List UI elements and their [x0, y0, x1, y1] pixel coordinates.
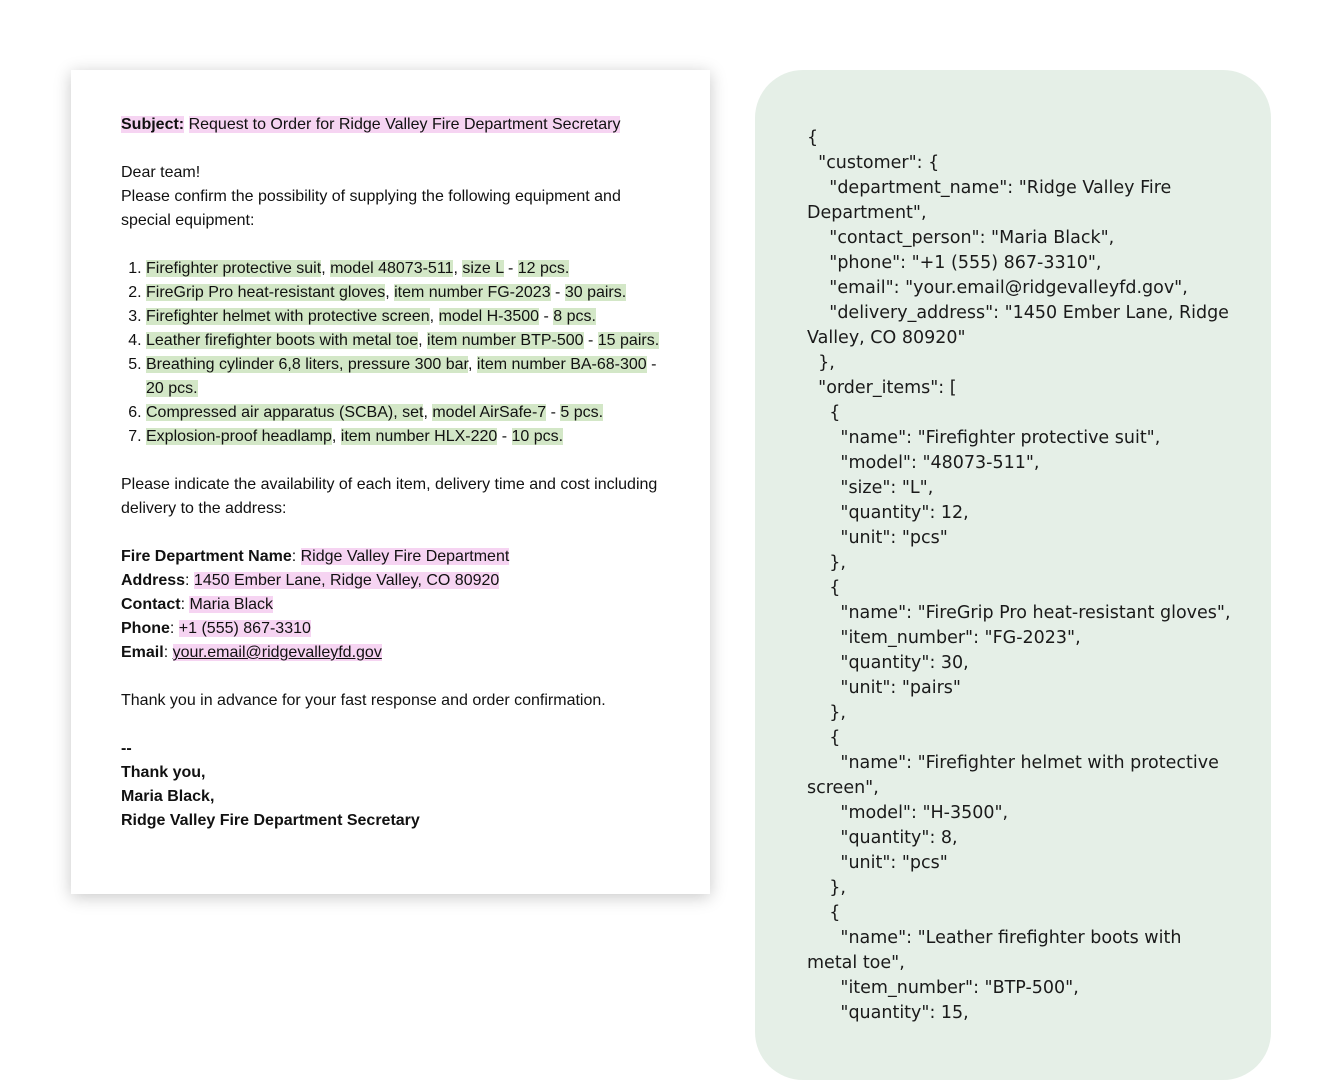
- equipment-list: [121, 257, 670, 449]
- item-quantity: 15 pairs.: [597, 332, 660, 349]
- item-quantity: 20 pcs.: [146, 380, 198, 397]
- item-name: Firefighter helmet with protective screen: [146, 308, 430, 325]
- address-value: 1450 Ember Lane, Ridge Valley, CO 80920: [193, 572, 500, 589]
- department-label: Fire Department Name: [121, 548, 292, 565]
- email-subject-line: [121, 113, 670, 137]
- item-name: Firefighter protective suit: [146, 260, 322, 277]
- item-code: model 48073-511: [330, 260, 454, 277]
- availability-note: Please indicate the availability of each item, delivery time and cost including delivery to the address:: [121, 476, 658, 517]
- item-code: item number BA-68-300: [476, 356, 647, 373]
- item-name: FireGrip Pro heat-resistant gloves: [146, 284, 386, 301]
- detail-phone: Phone: +1 (555) 867-3310: [121, 620, 311, 637]
- detail-address: Address: 1450 Ember Lane, Ridge Valley, CO 80920: [121, 572, 500, 589]
- list-item: 6. Compressed air apparatus (SCBA), set, model AirSafe-7 - 5 pcs.: [146, 401, 670, 425]
- greeting: Dear team!: [121, 164, 201, 181]
- subject-label: Subject:: [121, 116, 185, 133]
- detail-department: Fire Department Name: Ridge Valley Fire Department: [121, 548, 510, 565]
- list-item: 1. Firefighter protective suit, model 48073-511, size L - 12 pcs.: [146, 257, 670, 281]
- item-quantity: 5 pcs.: [560, 404, 604, 421]
- phone-value: +1 (555) 867-3310: [178, 620, 311, 637]
- intro-text: Please confirm the possibility of supplying the following equipment and special equipment:: [121, 188, 621, 229]
- email-label: Email: [121, 644, 164, 661]
- list-item: 4. Leather firefighter boots with metal toe, item number BTP-500 - 15 pairs.: [146, 329, 670, 353]
- signature-dash: --: [121, 740, 132, 757]
- address-label: Address: [121, 572, 186, 589]
- list-item: 7. Explosion-proof headlamp, item number HLX-220 - 10 pcs.: [146, 425, 670, 449]
- item-name: Leather firefighter boots with metal toe: [146, 332, 419, 349]
- item-quantity: 10 pcs.: [511, 428, 564, 445]
- detail-contact: Contact: Maria Black: [121, 596, 274, 613]
- json-code-text: { "customer": { "department_name": "Ridge Valley Fire Department", "contact_person": "Maria Black", "phone": "+1 (555) 867-3310", "email": "your.email@ridgevalleyfd.gov", "delivery_address": "1450 Ember Lane, Ridge Valley, CO 80920" }, "order_items": [ { "name": "Firefighter protective suit", "model": "48073-511", "size": "L", "quantity": 12, "unit": "pcs" }, { "name": "FireGrip Pro heat-resistant gloves", "item_number": "FG-2023", "quantity": 30, "unit": "pairs" }, { "name": "Firefighter helmet with protective screen", "model": "H-3500", "quantity": 8, "unit": "pcs" }, { "name": "Leather firefighter boots with metal toe", "item_number": "BTP-500", "quantity": 15,: [807, 128, 1231, 1023]
- item-code: item number BTP-500: [427, 332, 584, 349]
- subject-text: Request to Order for Ridge Valley Fire Department Secretary: [188, 116, 621, 133]
- list-item: 2. FireGrip Pro heat-resistant gloves, item number FG-2023 - 30 pairs.: [146, 281, 670, 305]
- item-size: size L: [462, 260, 504, 277]
- item-name: Compressed air apparatus (SCBA), set: [146, 404, 424, 421]
- closing-text: Thank you in advance for your fast response and order confirmation.: [121, 692, 606, 709]
- item-quantity: 8 pcs.: [553, 308, 596, 325]
- item-quantity: 12 pcs.: [517, 260, 570, 277]
- email-link[interactable]: your.email@ridgevalleyfd.gov: [172, 644, 382, 661]
- signature-thanks: Thank you,: [121, 764, 206, 781]
- email-document: [71, 70, 710, 894]
- contact-value: Maria Black: [189, 596, 274, 613]
- list-item: 5. Breathing cylinder 6,8 liters, pressure 300 bar, item number BA-68-300 - 20 pcs.: [146, 353, 670, 401]
- json-output-panel: [755, 70, 1271, 1080]
- detail-email: Email: your.email@ridgevalleyfd.gov: [121, 644, 382, 661]
- item-code: item number HLX-220: [340, 428, 498, 445]
- department-value: Ridge Valley Fire Department: [300, 548, 510, 565]
- phone-label: Phone: [121, 620, 170, 637]
- item-quantity: 30 pairs.: [564, 284, 627, 301]
- contact-label: Contact: [121, 596, 181, 613]
- item-code: item number FG-2023: [394, 284, 551, 301]
- item-name: Breathing cylinder 6,8 liters, pressure 300 bar: [146, 356, 468, 373]
- item-code: model AirSafe-7: [432, 404, 547, 421]
- item-code: model H-3500: [438, 308, 540, 325]
- signature-name: Maria Black,: [121, 788, 215, 805]
- signature-title: Ridge Valley Fire Department Secretary: [121, 812, 420, 829]
- list-item: 3. Firefighter helmet with protective screen, model H-3500 - 8 pcs.: [146, 305, 670, 329]
- item-name: Explosion-proof headlamp: [146, 428, 332, 445]
